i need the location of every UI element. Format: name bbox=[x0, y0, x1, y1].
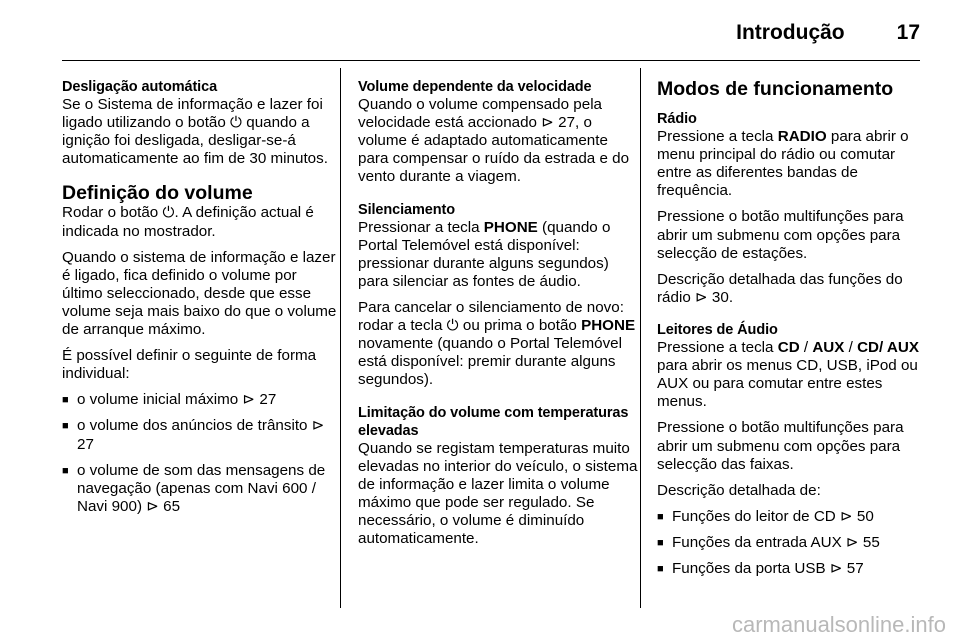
speed-volume-heading: Volume dependente da velocidade bbox=[358, 79, 592, 95]
volume-paragraph-2: Quando o sistema de informação e lazer é ligado, fica definido o volume por último seleccionado, desde que esse volume seja mais baixo do que o volume de arranque máximo. bbox=[62, 248, 337, 339]
aux-key-label: AUX bbox=[812, 339, 845, 357]
modes-heading: Modos de funcionamento bbox=[657, 78, 894, 100]
list-item: ■ o volume de som das mensagens de navegação (apenas com Navi 600 / Navi 900) ⊳ 65 bbox=[62, 461, 326, 515]
auto-off-heading: Desligação automática bbox=[62, 79, 218, 95]
volume-paragraph-1: Rodar o botão ⏻. A definição actual é indicada no mostrador. bbox=[62, 204, 314, 240]
watermark: carmanualsonline.info bbox=[731, 612, 946, 637]
cd-key-label: CD bbox=[777, 339, 800, 357]
page-header bbox=[736, 18, 920, 48]
bullet-icon: ■ bbox=[657, 536, 664, 549]
list-item: ■ o volume dos anúncios de trânsito ⊳ 27 bbox=[62, 417, 325, 453]
bullet-icon: ■ bbox=[62, 420, 69, 433]
radio-paragraph-3: Descrição detalhada das funções do rádio ⊳ 30. bbox=[657, 270, 903, 306]
column-3 bbox=[657, 78, 925, 586]
auto-off-text: Se o Sistema de informação e lazer foi ligado utilizando o botão ⏻ quando a ignição foi desligada, desligar-se-á automaticamente ao fim de 30 minutos. bbox=[62, 96, 328, 168]
volume-bullet-list bbox=[62, 391, 338, 516]
bullet-icon: ■ bbox=[657, 510, 664, 523]
column-divider-2 bbox=[640, 68, 641, 608]
list-item: ■ Funções da porta USB ⊳ 57 bbox=[657, 559, 864, 577]
mute-paragraph-2: Para cancelar o silenciamento de novo: rodar a tecla ⏻ ou prima o botão PHONE novamente (quando o Portal Telemóvel está disponível: premir durante alguns segundos). bbox=[358, 299, 636, 389]
volume-paragraph-3: É possível definir o seguinte de forma individual: bbox=[62, 347, 317, 383]
mute-paragraph-1: Pressionar a tecla PHONE (quando o Portal Telemóvel está disponível: pressionar durante alguns segundos) para silenciar as fontes de áudio. bbox=[358, 218, 611, 290]
phone-key-label: PHONE bbox=[581, 317, 636, 335]
auto-off-section bbox=[62, 78, 338, 168]
phone-key-label: PHONE bbox=[483, 218, 538, 236]
radio-paragraph-1: Pressione a tecla RADIO para abrir o menu principal do rádio ou comutar entre as diferentes bandas de frequência. bbox=[657, 128, 909, 200]
column-divider-1 bbox=[340, 68, 341, 608]
volume-heading: Definição do volume bbox=[62, 182, 253, 205]
page-number: 17 bbox=[896, 21, 920, 44]
mute-heading: Silenciamento bbox=[358, 201, 456, 218]
header-rule bbox=[62, 60, 920, 61]
bullet-icon: ■ bbox=[62, 394, 69, 407]
column-2 bbox=[358, 78, 638, 548]
speed-volume-text: Quando o volume compensado pela velocidade está accionado ⊳ 27, o volume é adaptado automaticamente para compensar o ruído da estrada e do vento durante a viagem. bbox=[358, 96, 630, 186]
audio-paragraph-2: Pressione o botão multifunções para abrir um submenu com opções para selecção das faixas. bbox=[657, 419, 904, 473]
radio-heading: Rádio bbox=[657, 111, 697, 127]
list-item: ■ Funções do leitor de CD ⊳ 50 bbox=[657, 507, 874, 525]
radio-paragraph-2: Pressione o botão multifunções para abrir um submenu com opções para selecção de estações. bbox=[657, 208, 904, 262]
list-item: ■ Funções da entrada AUX ⊳ 55 bbox=[657, 533, 880, 551]
column-1 bbox=[62, 78, 338, 524]
radio-key-label: RADIO bbox=[777, 128, 827, 146]
audio-paragraph-1: Pressione a tecla CD / AUX / CD/ AUX para abrir os menus CD, USB, iPod ou AUX ou para comutar entre estes menus. bbox=[657, 339, 919, 411]
cd-aux-key-label: CD/ AUX bbox=[857, 339, 919, 357]
temperature-limit-text: Quando se registam temperaturas muito elevadas no interior do veículo, o sistema de informação e lazer limita o volume máximo que pode ser regulado. Se necessário, o volume é diminuído automaticamente. bbox=[358, 439, 638, 548]
bullet-icon: ■ bbox=[62, 464, 69, 477]
temperature-limit-heading: Limitação do volume com temperaturas elevadas bbox=[358, 404, 629, 439]
audio-players-heading: Leitores de Áudio bbox=[657, 321, 778, 338]
audio-bullet-list bbox=[657, 508, 925, 578]
list-item: ■ o volume inicial máximo ⊳ 27 bbox=[62, 391, 277, 409]
bullet-icon: ■ bbox=[657, 562, 664, 575]
page-title: Introdução bbox=[736, 21, 845, 44]
speed-volume-section bbox=[358, 78, 638, 187]
audio-paragraph-3: Descrição detalhada de: bbox=[657, 481, 821, 499]
